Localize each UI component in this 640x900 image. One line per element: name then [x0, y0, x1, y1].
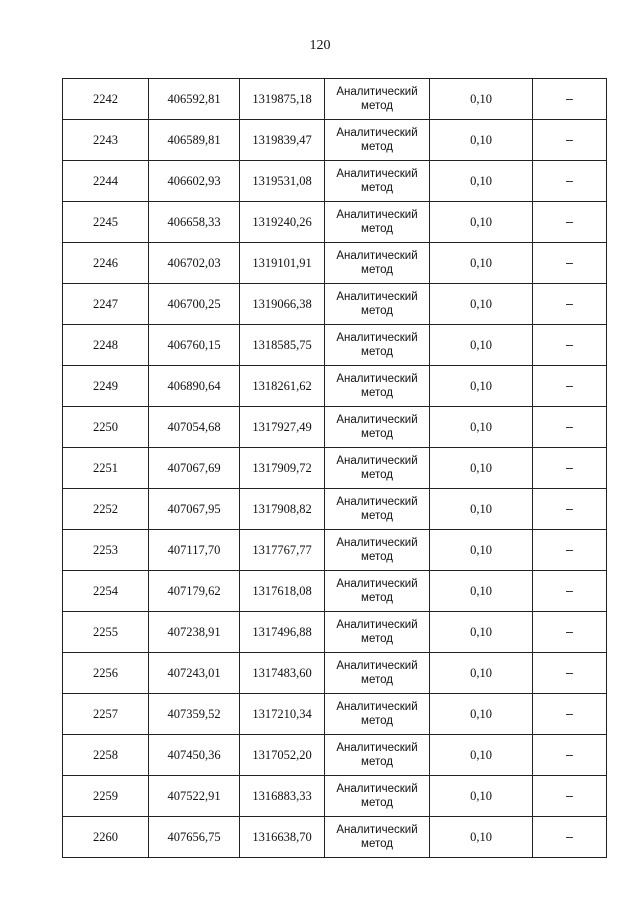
method-cell — [325, 653, 430, 694]
method-text-line2: метод — [361, 223, 393, 235]
note-cell: – — [533, 79, 607, 120]
note-cell: – — [533, 612, 607, 653]
method-text-line2: метод — [361, 264, 393, 276]
note-cell: – — [533, 530, 607, 571]
y-coordinate-cell: 1318261,62 — [240, 366, 325, 407]
accuracy-cell: 0,10 — [430, 407, 533, 448]
accuracy-cell: 0,10 — [430, 694, 533, 735]
table-row — [63, 530, 607, 571]
note-cell: – — [533, 120, 607, 161]
accuracy-cell: 0,10 — [430, 79, 533, 120]
method-text-line1: Аналитический — [336, 782, 418, 795]
point-number-cell: 2248 — [63, 325, 149, 366]
x-coordinate-cell: 406702,03 — [149, 243, 240, 284]
y-coordinate-cell: 1319101,91 — [240, 243, 325, 284]
method-cell — [325, 612, 430, 653]
method-text-line2: метод — [361, 551, 393, 563]
table-row — [63, 448, 607, 489]
point-number-cell: 2256 — [63, 653, 149, 694]
method-cell — [325, 120, 430, 161]
note-cell: – — [533, 243, 607, 284]
method-text-line2: метод — [361, 387, 393, 399]
y-coordinate-cell: 1318585,75 — [240, 325, 325, 366]
y-coordinate-cell: 1319839,47 — [240, 120, 325, 161]
method-text-line2: метод — [361, 756, 393, 768]
method-text-line2: метод — [361, 633, 393, 645]
note-cell: – — [533, 489, 607, 530]
method-cell — [325, 407, 430, 448]
x-coordinate-cell: 407117,70 — [149, 530, 240, 571]
x-coordinate-cell: 406890,64 — [149, 366, 240, 407]
x-coordinate-cell: 406602,93 — [149, 161, 240, 202]
accuracy-cell: 0,10 — [430, 202, 533, 243]
note-cell: – — [533, 325, 607, 366]
point-number-cell: 2260 — [63, 817, 149, 858]
table-row — [63, 612, 607, 653]
x-coordinate-cell: 407238,91 — [149, 612, 240, 653]
method-cell — [325, 202, 430, 243]
method-text-line1: Аналитический — [336, 618, 418, 631]
accuracy-cell: 0,10 — [430, 448, 533, 489]
table-row — [63, 489, 607, 530]
method-text-line2: метод — [361, 469, 393, 481]
method-cell — [325, 161, 430, 202]
y-coordinate-cell: 1316638,70 — [240, 817, 325, 858]
x-coordinate-cell: 407243,01 — [149, 653, 240, 694]
y-coordinate-cell: 1317618,08 — [240, 571, 325, 612]
accuracy-cell: 0,10 — [430, 735, 533, 776]
table-row — [63, 284, 607, 325]
note-cell: – — [533, 202, 607, 243]
method-text-line1: Аналитический — [336, 495, 418, 508]
point-number-cell: 2252 — [63, 489, 149, 530]
accuracy-cell: 0,10 — [430, 120, 533, 161]
table-row — [63, 571, 607, 612]
method-text-line2: метод — [361, 838, 393, 850]
method-text-line1: Аналитический — [336, 413, 418, 426]
note-cell: – — [533, 817, 607, 858]
method-cell — [325, 817, 430, 858]
x-coordinate-cell: 407522,91 — [149, 776, 240, 817]
accuracy-cell: 0,10 — [430, 366, 533, 407]
point-number-cell: 2254 — [63, 571, 149, 612]
accuracy-cell: 0,10 — [430, 284, 533, 325]
method-text-line2: метод — [361, 674, 393, 686]
method-text-line1: Аналитический — [336, 454, 418, 467]
note-cell: – — [533, 776, 607, 817]
method-text-line1: Аналитический — [336, 85, 418, 98]
y-coordinate-cell: 1317927,49 — [240, 407, 325, 448]
y-coordinate-cell: 1319875,18 — [240, 79, 325, 120]
x-coordinate-cell: 407054,68 — [149, 407, 240, 448]
accuracy-cell: 0,10 — [430, 612, 533, 653]
table-row — [63, 817, 607, 858]
table-body — [63, 79, 607, 858]
accuracy-cell: 0,10 — [430, 489, 533, 530]
note-cell: – — [533, 284, 607, 325]
method-text-line1: Аналитический — [336, 208, 418, 221]
point-number-cell: 2258 — [63, 735, 149, 776]
table-row — [63, 776, 607, 817]
method-cell — [325, 571, 430, 612]
method-text-line2: метод — [361, 510, 393, 522]
method-text-line1: Аналитический — [336, 372, 418, 385]
y-coordinate-cell: 1319240,26 — [240, 202, 325, 243]
table-row — [63, 407, 607, 448]
note-cell: – — [533, 694, 607, 735]
method-cell — [325, 694, 430, 735]
point-number-cell: 2259 — [63, 776, 149, 817]
table-row — [63, 243, 607, 284]
y-coordinate-cell: 1319531,08 — [240, 161, 325, 202]
method-text-line1: Аналитический — [336, 659, 418, 672]
point-number-cell: 2257 — [63, 694, 149, 735]
point-number-cell: 2243 — [63, 120, 149, 161]
point-number-cell: 2246 — [63, 243, 149, 284]
method-text-line1: Аналитический — [336, 823, 418, 836]
accuracy-cell: 0,10 — [430, 776, 533, 817]
note-cell: – — [533, 653, 607, 694]
point-number-cell: 2249 — [63, 366, 149, 407]
method-text-line1: Аналитический — [336, 741, 418, 754]
table-row — [63, 735, 607, 776]
point-number-cell: 2247 — [63, 284, 149, 325]
note-cell: – — [533, 735, 607, 776]
y-coordinate-cell: 1319066,38 — [240, 284, 325, 325]
method-text-line2: метод — [361, 100, 393, 112]
x-coordinate-cell: 407067,95 — [149, 489, 240, 530]
table-row — [63, 325, 607, 366]
note-cell: – — [533, 366, 607, 407]
method-cell — [325, 448, 430, 489]
accuracy-cell: 0,10 — [430, 325, 533, 366]
method-cell — [325, 325, 430, 366]
x-coordinate-cell: 406760,15 — [149, 325, 240, 366]
method-text-line2: метод — [361, 141, 393, 153]
method-text-line2: метод — [361, 305, 393, 317]
method-cell — [325, 489, 430, 530]
method-text-line1: Аналитический — [336, 126, 418, 139]
y-coordinate-cell: 1317496,88 — [240, 612, 325, 653]
note-cell: – — [533, 407, 607, 448]
table-row — [63, 366, 607, 407]
method-text-line1: Аналитический — [336, 331, 418, 344]
method-cell — [325, 776, 430, 817]
y-coordinate-cell: 1317483,60 — [240, 653, 325, 694]
point-number-cell: 2255 — [63, 612, 149, 653]
table-row — [63, 79, 607, 120]
method-text-line1: Аналитический — [336, 249, 418, 262]
method-text-line1: Аналитический — [336, 536, 418, 549]
table-row — [63, 694, 607, 735]
x-coordinate-cell: 406589,81 — [149, 120, 240, 161]
y-coordinate-cell: 1316883,33 — [240, 776, 325, 817]
note-cell: – — [533, 161, 607, 202]
x-coordinate-cell: 407179,62 — [149, 571, 240, 612]
x-coordinate-cell: 406700,25 — [149, 284, 240, 325]
coordinates-table — [62, 78, 607, 858]
method-cell — [325, 530, 430, 571]
method-text-line2: метод — [361, 428, 393, 440]
point-number-cell: 2251 — [63, 448, 149, 489]
y-coordinate-cell: 1317210,34 — [240, 694, 325, 735]
table-row — [63, 202, 607, 243]
y-coordinate-cell: 1317052,20 — [240, 735, 325, 776]
method-text-line2: метод — [361, 346, 393, 358]
point-number-cell: 2245 — [63, 202, 149, 243]
method-cell — [325, 735, 430, 776]
method-text-line2: метод — [361, 592, 393, 604]
method-cell — [325, 366, 430, 407]
accuracy-cell: 0,10 — [430, 530, 533, 571]
accuracy-cell: 0,10 — [430, 161, 533, 202]
page-number: 120 — [309, 38, 331, 53]
method-text-line2: метод — [361, 797, 393, 809]
y-coordinate-cell: 1317767,77 — [240, 530, 325, 571]
method-text-line1: Аналитический — [336, 290, 418, 303]
x-coordinate-cell: 407656,75 — [149, 817, 240, 858]
method-text-line1: Аналитический — [336, 167, 418, 180]
x-coordinate-cell: 407450,36 — [149, 735, 240, 776]
method-text-line2: метод — [361, 715, 393, 727]
table-row — [63, 120, 607, 161]
table-row — [63, 161, 607, 202]
y-coordinate-cell: 1317908,82 — [240, 489, 325, 530]
x-coordinate-cell: 406592,81 — [149, 79, 240, 120]
x-coordinate-cell: 407067,69 — [149, 448, 240, 489]
accuracy-cell: 0,10 — [430, 653, 533, 694]
method-text-line1: Аналитический — [336, 577, 418, 590]
point-number-cell: 2242 — [63, 79, 149, 120]
point-number-cell: 2244 — [63, 161, 149, 202]
accuracy-cell: 0,10 — [430, 571, 533, 612]
method-cell — [325, 243, 430, 284]
x-coordinate-cell: 406658,33 — [149, 202, 240, 243]
method-cell — [325, 79, 430, 120]
point-number-cell: 2250 — [63, 407, 149, 448]
x-coordinate-cell: 407359,52 — [149, 694, 240, 735]
accuracy-cell: 0,10 — [430, 243, 533, 284]
method-cell — [325, 284, 430, 325]
method-text-line1: Аналитический — [336, 700, 418, 713]
accuracy-cell: 0,10 — [430, 817, 533, 858]
table-row — [63, 653, 607, 694]
note-cell: – — [533, 448, 607, 489]
method-text-line2: метод — [361, 182, 393, 194]
y-coordinate-cell: 1317909,72 — [240, 448, 325, 489]
point-number-cell: 2253 — [63, 530, 149, 571]
note-cell: – — [533, 571, 607, 612]
